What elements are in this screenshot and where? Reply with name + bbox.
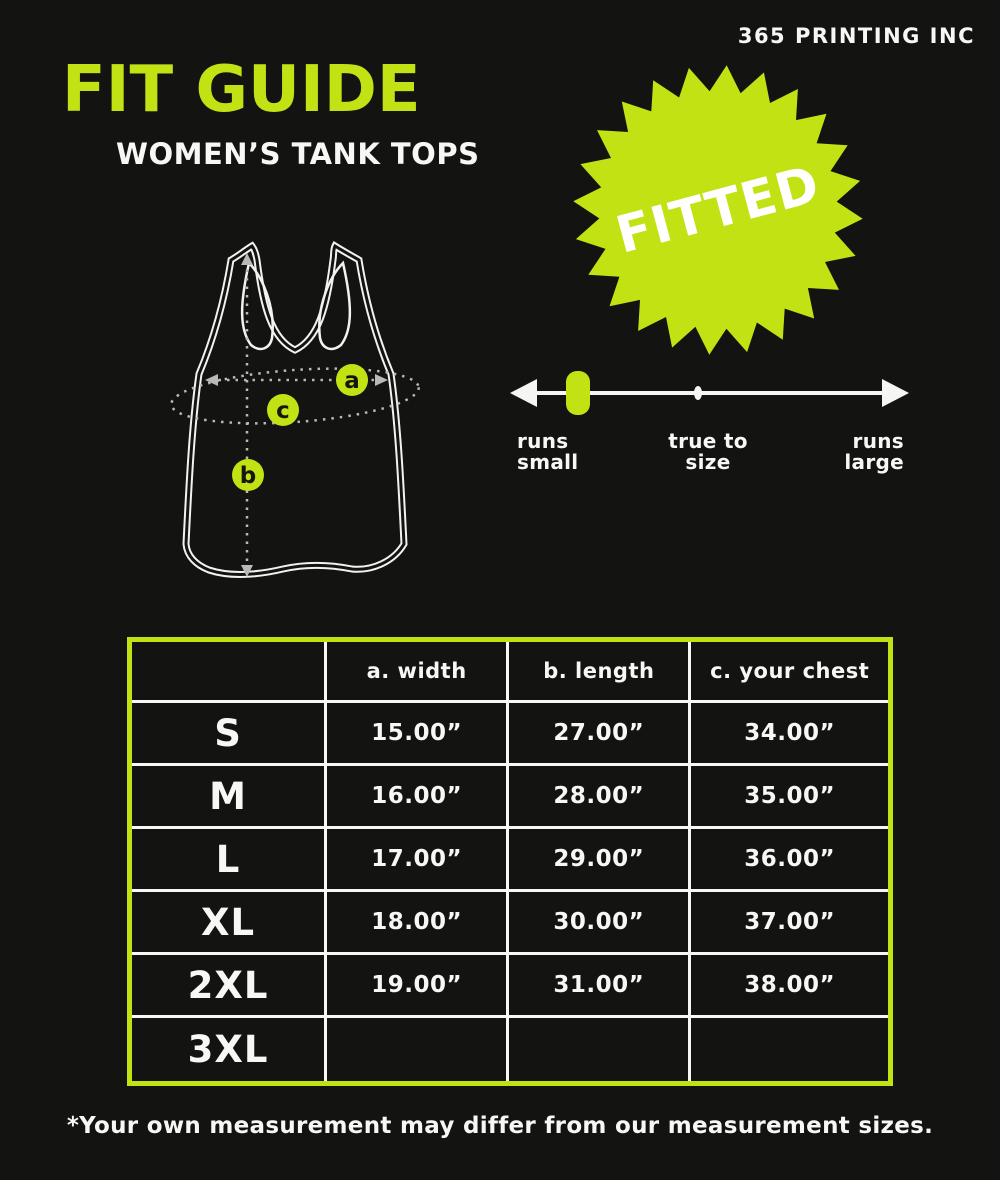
table-header-row (132, 642, 888, 703)
value-cell (327, 1018, 509, 1081)
value-cell: 35.00” (691, 766, 888, 829)
page-title: FIT GUIDE (62, 53, 421, 127)
scale-label-true-to-size: true to size (668, 429, 748, 474)
size-cell: S (132, 703, 327, 766)
size-cell: 3XL (132, 1018, 327, 1081)
value-cell: 31.00” (509, 955, 691, 1018)
fit-scale (500, 355, 920, 425)
value-cell: 29.00” (509, 829, 691, 892)
svg-text:a: a (344, 368, 360, 394)
value-cell: 38.00” (691, 955, 888, 1018)
value-cell: 30.00” (509, 892, 691, 955)
svg-text:b: b (239, 463, 257, 489)
scale-center-dot (694, 386, 702, 400)
svg-text:c: c (276, 398, 290, 424)
table-row-m (132, 766, 888, 829)
table-row-3xl (132, 1018, 888, 1081)
marker-a (336, 364, 368, 396)
value-cell: 37.00” (691, 892, 888, 955)
marker-b (232, 459, 264, 491)
marker-c (267, 394, 299, 426)
size-cell: XL (132, 892, 327, 955)
value-cell: 17.00” (327, 829, 509, 892)
scale-label-runs-small: runs small (517, 429, 579, 474)
value-cell: 34.00” (691, 703, 888, 766)
table-row-xl (132, 892, 888, 955)
table-header-cell (132, 642, 327, 703)
table-row-l (132, 829, 888, 892)
value-cell: 18.00” (327, 892, 509, 955)
brand-text: 365 PRINTING INC (737, 24, 975, 48)
scale-indicator (566, 371, 590, 415)
value-cell (509, 1018, 691, 1081)
table-header-cell-length: b. length (509, 642, 691, 703)
size-table (127, 637, 893, 1086)
value-cell: 27.00” (509, 703, 691, 766)
size-cell: L (132, 829, 327, 892)
fitted-badge-label: FITTED (610, 154, 826, 266)
size-cell: M (132, 766, 327, 829)
scale-label-runs-large: runs large (844, 429, 904, 474)
value-cell: 19.00” (327, 955, 509, 1018)
value-cell: 15.00” (327, 703, 509, 766)
value-cell: 16.00” (327, 766, 509, 829)
value-cell: 36.00” (691, 829, 888, 892)
tank-top-diagram (148, 228, 458, 588)
table-header-cell-chest: c. your chest (691, 642, 888, 703)
table-header-cell-width: a. width (327, 642, 509, 703)
table-row-s (132, 703, 888, 766)
size-cell: 2XL (132, 955, 327, 1018)
fitted-badge (572, 64, 864, 356)
page-subtitle: WOMEN’S TANK TOPS (116, 137, 480, 171)
value-cell (691, 1018, 888, 1081)
table-row-2xl (132, 955, 888, 1018)
value-cell: 28.00” (509, 766, 691, 829)
footnote: *Your own measurement may differ from our measurement sizes. (66, 1113, 934, 1139)
